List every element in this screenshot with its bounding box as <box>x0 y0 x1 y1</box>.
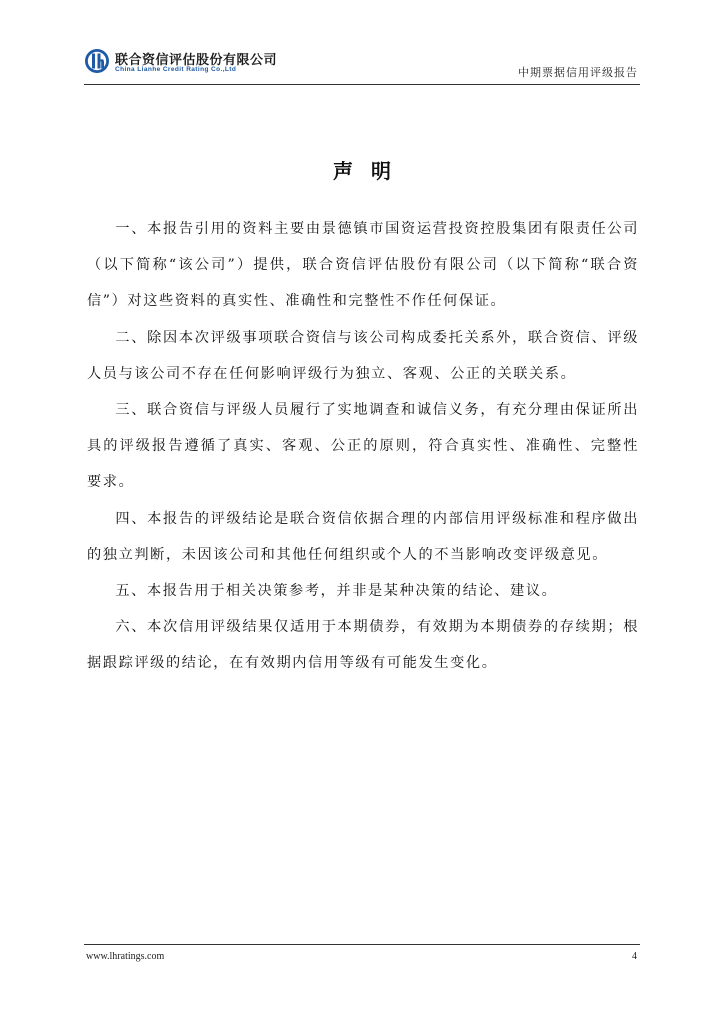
declaration-paragraph: 一、本报告引用的资料主要由景德镇市国资运营投资控股集团有限责任公司（以下简称“该公司”）提供，联合资信评估股份有限公司（以下简称“联合资信”）对这些资料的真实性、准确性和完整性不作任何保证。 <box>87 221 639 310</box>
declaration-body <box>87 211 639 682</box>
declaration-paragraph: 二、除因本次评级事项联合资信与该公司构成委托关系外，联合资信、评级人员与该公司不存在任何影响评级行为独立、客观、公正的关联关系。 <box>87 329 639 382</box>
declaration-paragraph: 四、本报告的评级结论是联合资信依据合理的内部信用评级标准和程序做出的独立判断，未因该公司和其他任何组织或个人的不当影响改变评级意见。 <box>87 510 639 563</box>
company-name-en: China Lianhe Credit Rating Co.,Ltd <box>115 66 237 73</box>
declaration-title: 声明 <box>333 159 409 183</box>
website-url: www.lhratings.com <box>86 951 165 962</box>
page-footer <box>84 944 640 965</box>
page-header <box>84 44 640 85</box>
page-number: 4 <box>632 951 637 962</box>
declaration-paragraph: 三、联合资信与评级人员履行了实地调查和诚信义务，有充分理由保证所出具的评级报告遵循了真实、客观、公正的原则，符合真实性、准确性、完整性要求。 <box>87 402 639 491</box>
lianhe-logo-icon <box>84 48 110 74</box>
company-name-cn: 联合资信评估股份有限公司 <box>115 53 278 68</box>
document-type-label: 中期票据信用评级报告 <box>518 66 638 79</box>
declaration-paragraph: 五、本报告用于相关决策参考，并非是某种决策的结论、建议。 <box>115 583 558 600</box>
declaration-paragraph: 六、本次信用评级结果仅适用于本期债券，有效期为本期债券的存续期；根据跟踪评级的结论，在有效期内信用等级有可能发生变化。 <box>87 619 639 672</box>
